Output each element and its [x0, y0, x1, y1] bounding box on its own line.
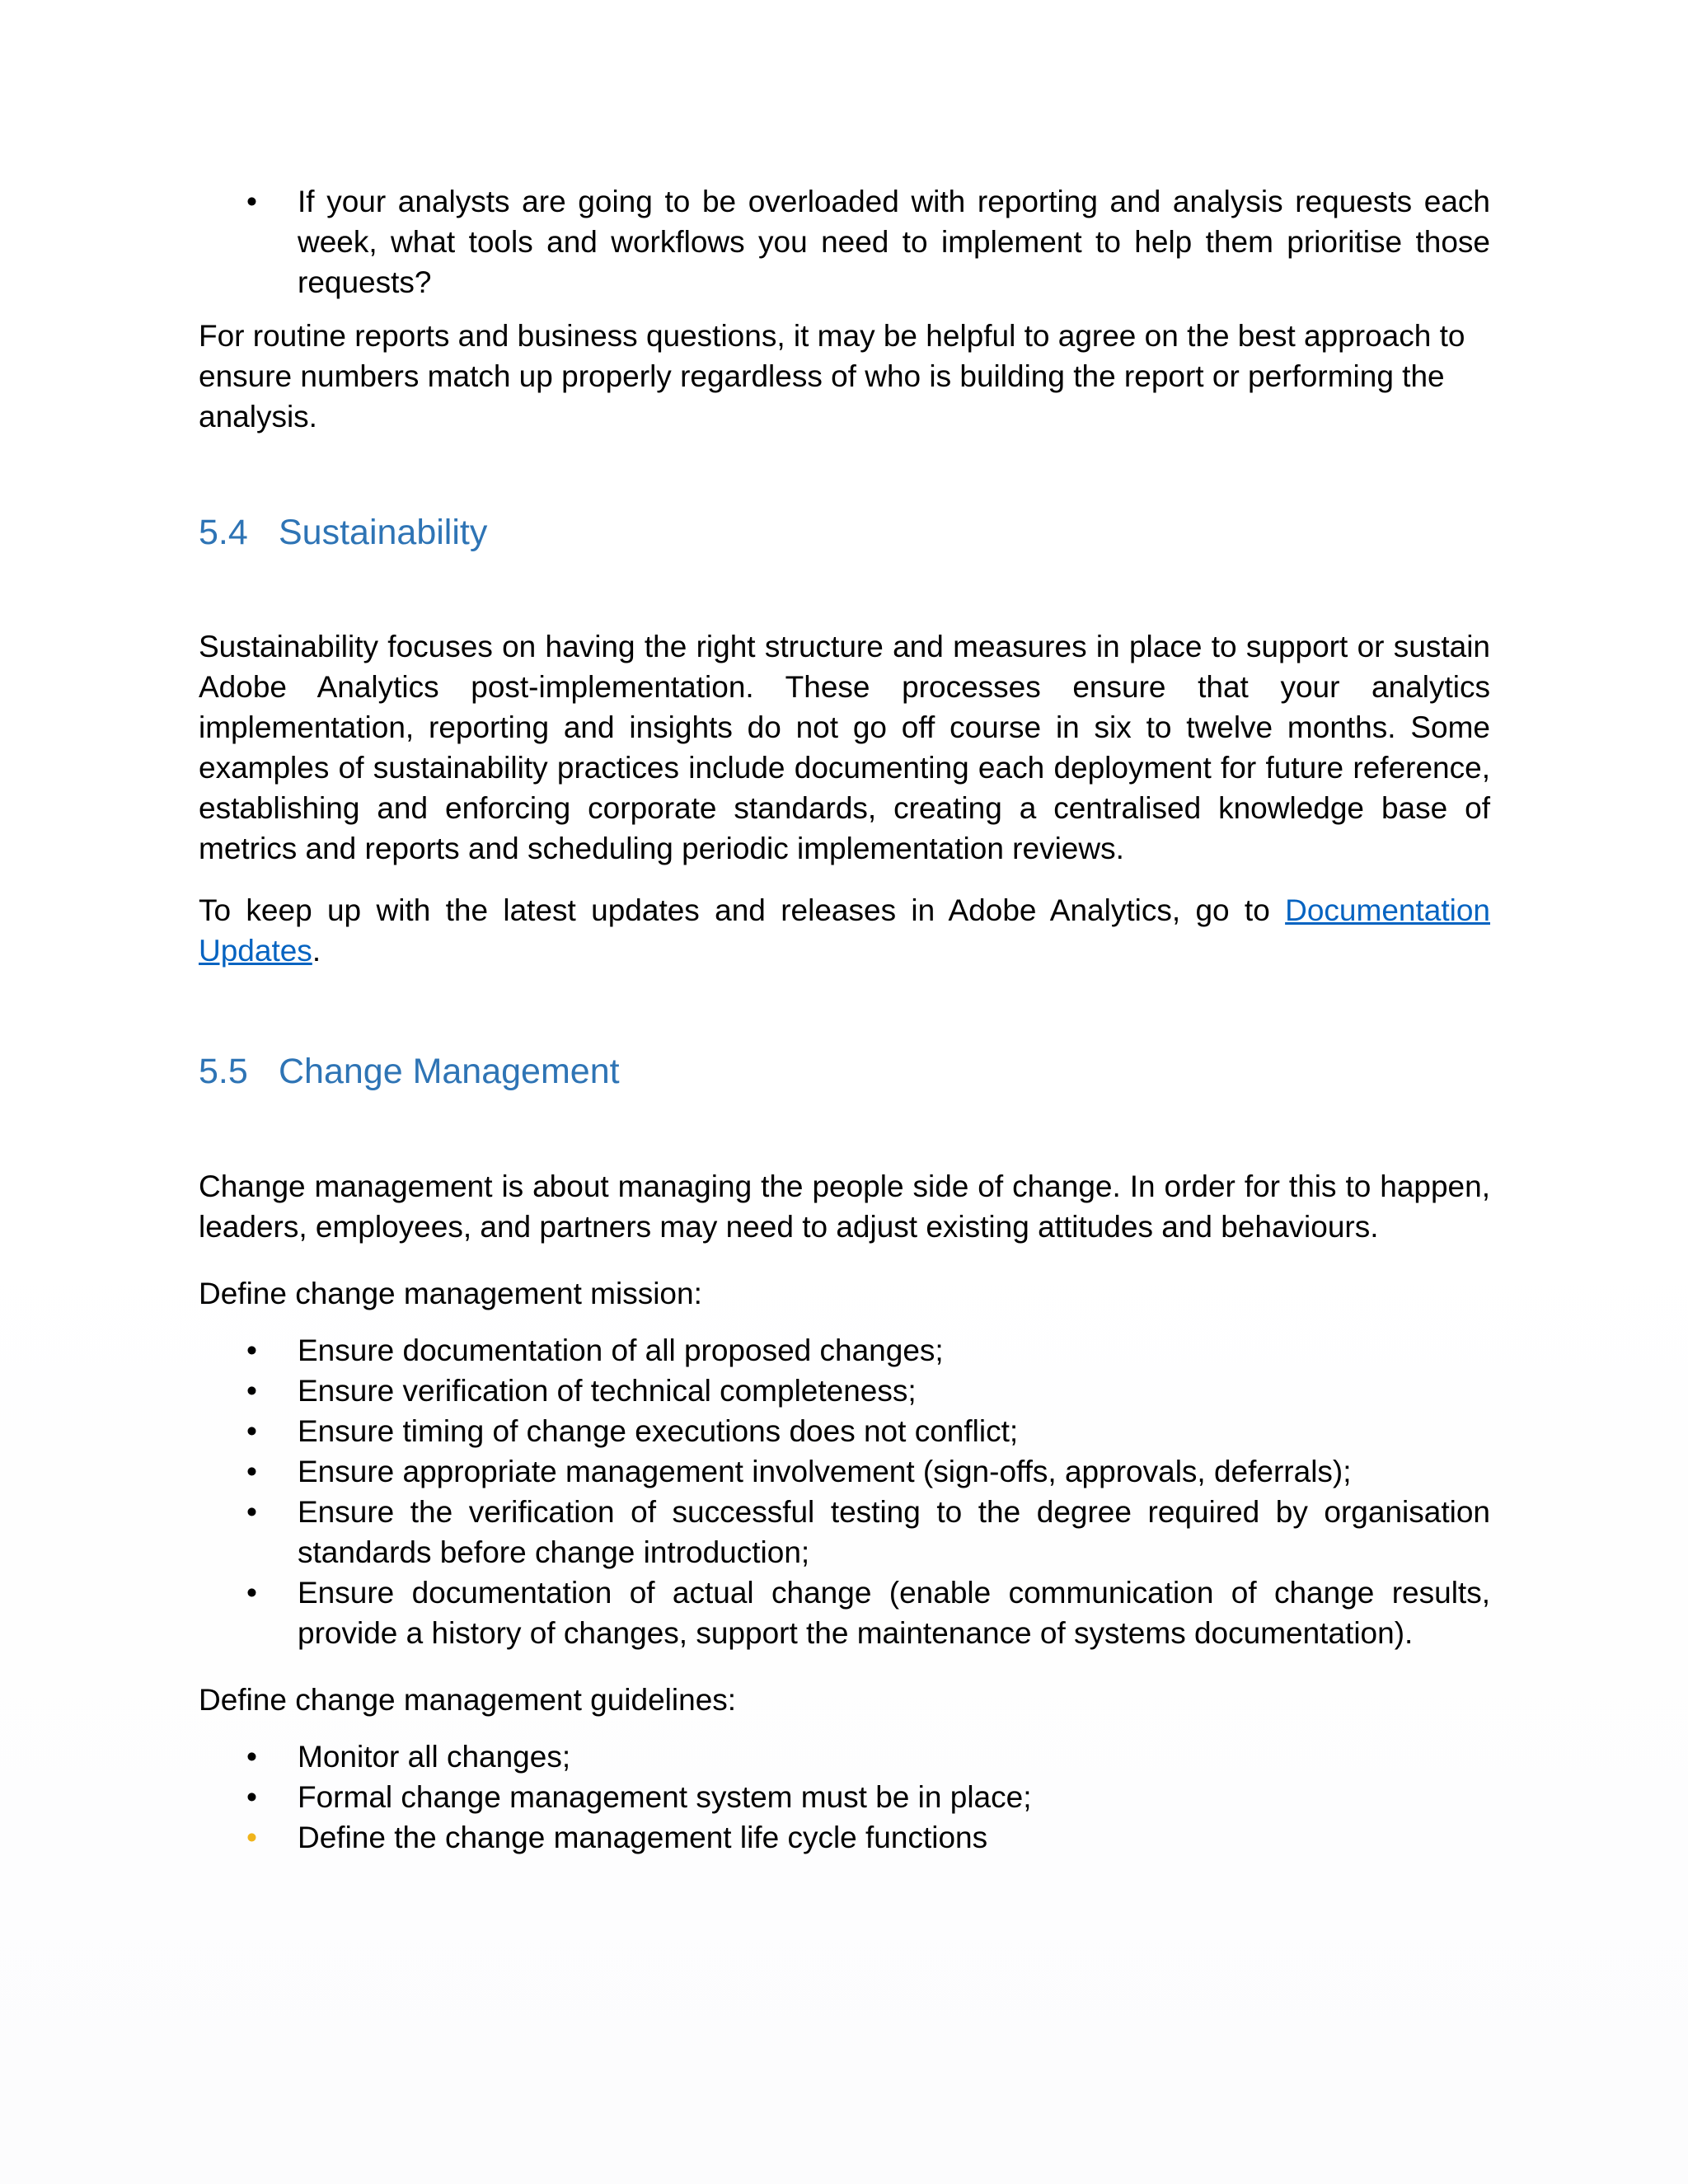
bullet-glyph: • [246, 185, 257, 218]
highlighted-bullet-glyph: • [246, 1821, 257, 1854]
guidelines-label: Define change management guidelines: [199, 1683, 737, 1717]
bullet-glyph: • [246, 1780, 257, 1814]
list-item-text: Ensure verification of technical completeness; [298, 1374, 917, 1408]
list-item-text: Ensure the verification of successful testing to the degree required by organisation standards before change introduction; [298, 1495, 1490, 1569]
section-number: 5.4 [199, 513, 248, 552]
list-item [199, 1777, 1490, 1817]
sustainability-paragraph: Sustainability focuses on having the right structure and measures in place to support or sustain Adobe Analytics post-implementation. These processes ensure that your analytics implementation, reporting and insights do not go off course in six to twelve months. Some examples of sustainability practices include documenting each deployment for future reference, establishing and enforcing corporate standards, creating a centralised knowledge base of metrics and reports and scheduling periodic implementation reviews. [199, 630, 1490, 865]
bullet-glyph: • [246, 1374, 257, 1408]
list-item-text: Define the change management life cycle functions [298, 1821, 988, 1854]
section-number: 5.5 [199, 1052, 248, 1091]
list-item-text: Ensure timing of change executions does not conflict; [298, 1414, 1019, 1448]
section-title: Sustainability [279, 513, 488, 552]
section-heading-sustainability [199, 509, 1490, 555]
guidelines-list [199, 1736, 1490, 1858]
updates-suffix: . [312, 934, 321, 968]
updates-prefix: To keep up with the latest updates and releases in Adobe Analytics, go to [199, 893, 1286, 927]
section-title: Change Management [279, 1052, 620, 1091]
intro-bullet-list [199, 181, 1490, 302]
bullet-glyph: • [246, 1455, 257, 1488]
documentation-updates-paragraph [199, 890, 1490, 971]
list-item-text: Ensure documentation of actual change (enable communication of change results, provide a history of changes, support the maintenance of systems documentation). [298, 1576, 1490, 1650]
bullet-glyph: • [246, 1414, 257, 1448]
mission-label: Define change management mission: [199, 1277, 702, 1310]
list-item [199, 1330, 1490, 1371]
bullet-glyph: • [246, 1740, 257, 1774]
page-content [199, 181, 1490, 1858]
bullet-glyph: • [246, 1495, 257, 1529]
list-item-text: Ensure documentation of all proposed changes; [298, 1333, 944, 1367]
section-heading-change-management [199, 1048, 1490, 1094]
list-item [199, 181, 1490, 302]
bullet-glyph: • [246, 1576, 257, 1610]
list-item [199, 1451, 1490, 1492]
mission-list [199, 1330, 1490, 1653]
list-item [199, 1817, 1490, 1858]
list-item-text: Ensure appropriate management involvement (sign-offs, approvals, deferrals); [298, 1455, 1352, 1488]
list-item [199, 1411, 1490, 1451]
intro-paragraph: For routine reports and business questions, it may be helpful to agree on the best approach to ensure numbers match up properly regardless of who is building the report or performing the analysis. [199, 319, 1465, 434]
list-item [199, 1492, 1490, 1572]
list-item-text: Formal change management system must be in place; [298, 1780, 1032, 1814]
list-item [199, 1736, 1490, 1777]
documentation-updates-link[interactable]: Documentation Updates [199, 893, 1490, 968]
list-item-text: Monitor all changes; [298, 1740, 571, 1774]
list-item [199, 1572, 1490, 1653]
list-item [199, 1371, 1490, 1411]
list-item-text: If your analysts are going to be overloaded with reporting and analysis requests each week, what tools and workflows you need to implement to help them prioritise those requests? [298, 185, 1490, 299]
bullet-glyph: • [246, 1333, 257, 1367]
change-management-paragraph: Change management is about managing the people side of change. In order for this to happen, leaders, employees, and partners may need to adjust existing attitudes and behaviours. [199, 1169, 1490, 1244]
